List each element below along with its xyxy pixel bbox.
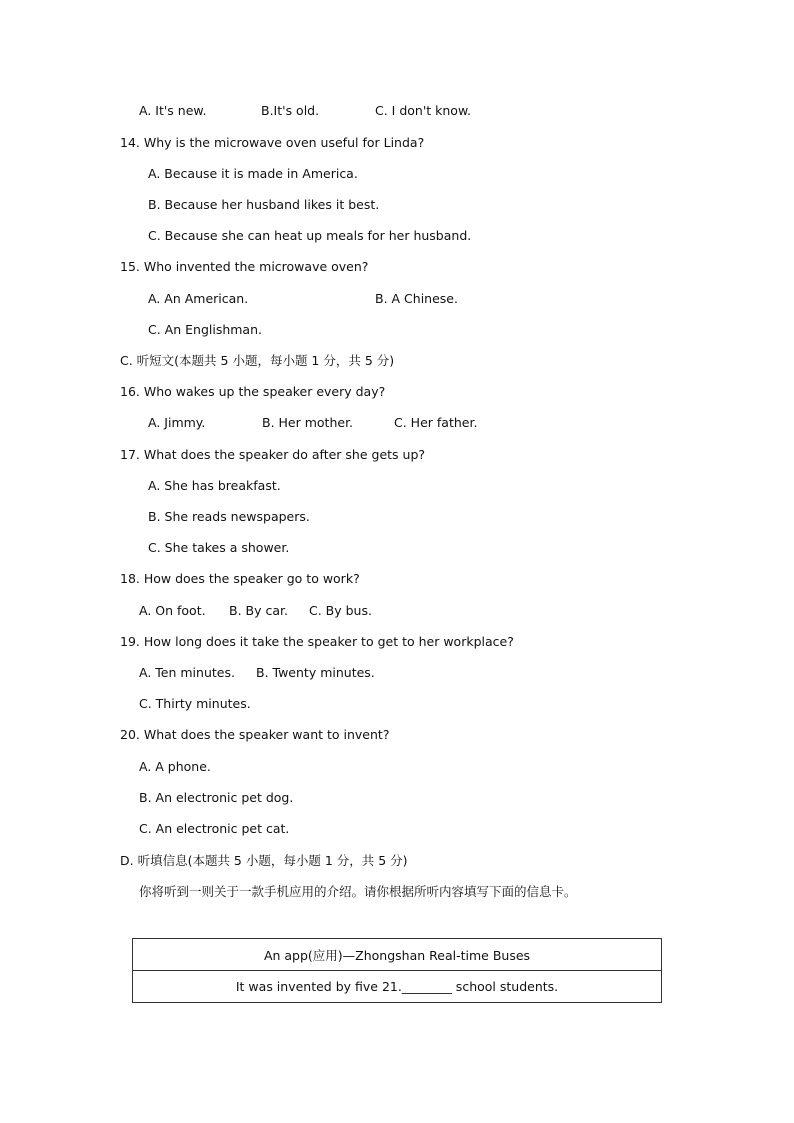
q18-option-c: C. By bus. [309,603,372,618]
q16-option-c: C. Her father. [394,415,478,430]
info-card-title: An app(应用)—Zhongshan Real-time Buses [133,939,662,971]
q19-option-c: C. Thirty minutes. [139,696,251,711]
q14-option-a: A. Because it is made in America. [148,166,358,181]
q15-option-a: A. An American. [148,291,249,306]
q19-option-a: A. Ten minutes. [139,665,235,680]
q20-option-b: B. An electronic pet dog. [139,790,294,805]
section-d-heading: D. 听填信息(本题共 5 小题，每小题 1 分，共 5 分) [120,853,408,868]
info-card [132,938,662,1003]
q18-option-b: B. By car. [229,603,288,618]
q16-option-b: B. Her mother. [262,415,354,430]
q20-option-a: A. A phone. [139,759,211,774]
q19-question: 19. How long does it take the speaker to get to her workplace? [120,634,514,649]
q16-question: 16. Who wakes up the speaker every day? [120,384,386,399]
q13-option-b: B.It's old. [261,103,320,118]
section-d-instruction: 你将听到一则关于一款手机应用的介绍。请你根据所听内容填写下面的信息卡。 [139,884,577,899]
q13-option-a: A. It's new. [139,103,207,118]
q14-question: 14. Why is the microwave oven useful for Linda? [120,135,425,150]
q15-option-b: B. A Chinese. [375,291,458,306]
info-card-title-row [133,939,662,971]
info-card-row-text: It was invented by five 21.________ school students. [133,971,662,1003]
q14-option-b: B. Because her husband likes it best. [148,197,380,212]
q20-question: 20. What does the speaker want to invent? [120,727,390,742]
q14-option-c: C. Because she can heat up meals for her husband. [148,228,472,243]
q17-option-c: C. She takes a shower. [148,540,290,555]
q19-option-b: B. Twenty minutes. [256,665,375,680]
q13-option-c: C. I don't know. [375,103,472,118]
q18-question: 18. How does the speaker go to work? [120,571,360,586]
section-c-heading: C. 听短文(本题共 5 小题，每小题 1 分，共 5 分) [120,353,395,368]
q17-option-b: B. She reads newspapers. [148,509,310,524]
q17-question: 17. What does the speaker do after she gets up? [120,447,426,462]
info-card-row [133,971,662,1003]
q15-question: 15. Who invented the microwave oven? [120,259,369,274]
q20-option-c: C. An electronic pet cat. [139,821,290,836]
q16-option-a: A. Jimmy. [148,415,206,430]
q18-option-a: A. On foot. [139,603,206,618]
q17-option-a: A. She has breakfast. [148,478,281,493]
q15-option-c: C. An Englishman. [148,322,262,337]
